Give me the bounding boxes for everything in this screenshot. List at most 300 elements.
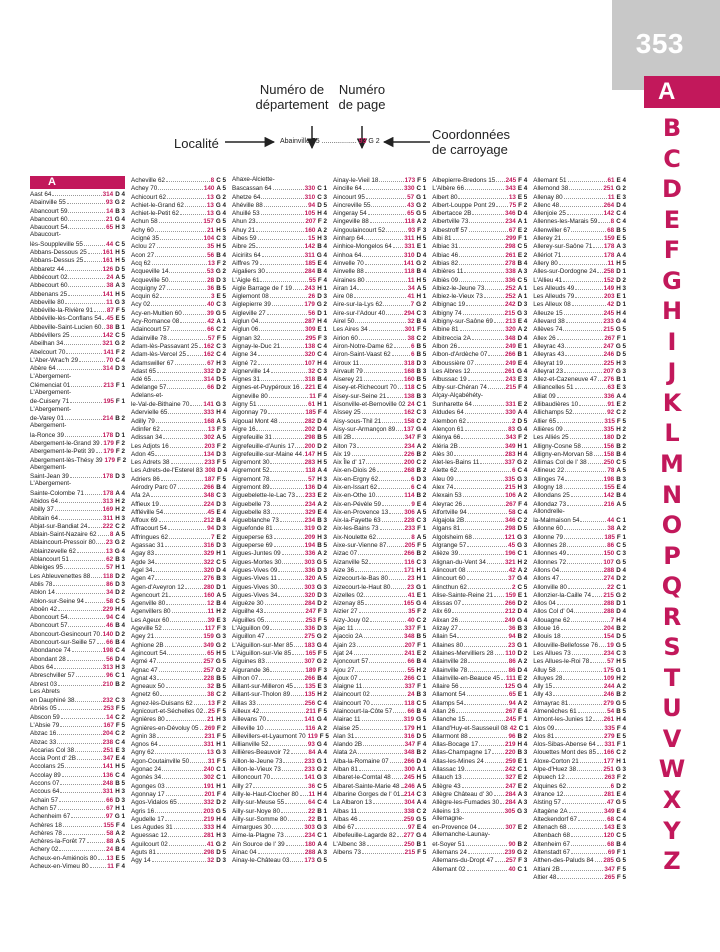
entry-locality: Adaincourt 57 bbox=[131, 326, 170, 334]
entry-locality: Les Alliés 25 bbox=[533, 434, 569, 442]
index-entry bbox=[131, 508, 226, 516]
entry-leader-dots bbox=[357, 284, 406, 290]
entry-leader-dots bbox=[175, 359, 206, 365]
alphabet-letter-v[interactable]: V bbox=[662, 724, 682, 753]
entry-leader-dots bbox=[75, 746, 102, 752]
entry-page: 13 bbox=[105, 547, 113, 555]
entry-page: 114 bbox=[404, 492, 415, 500]
entry-page: 349 bbox=[504, 442, 516, 450]
entry-grid: E 4 bbox=[517, 359, 528, 367]
alphabet-letter-k[interactable]: K bbox=[662, 388, 682, 417]
entry-page: 319 bbox=[403, 716, 415, 724]
index-entry bbox=[333, 707, 426, 715]
index-entry bbox=[131, 226, 226, 234]
entry-grid: E 4 bbox=[517, 318, 528, 326]
entry-page: 8 bbox=[610, 218, 615, 226]
entry-leader-dots bbox=[303, 450, 304, 456]
entry-page: 347 bbox=[404, 741, 416, 749]
entry-leader-dots bbox=[59, 514, 102, 520]
entry-page: 285 bbox=[603, 857, 614, 865]
index-entry bbox=[131, 616, 226, 624]
entry-page: 321 bbox=[504, 558, 516, 566]
entry-grid: C 3 bbox=[317, 193, 327, 201]
entry-locality: Aingoulaincourt 52 bbox=[333, 226, 386, 234]
entry-grid: B 4 bbox=[616, 840, 626, 848]
entry-page: 245 bbox=[505, 716, 517, 724]
entry-grid: E 1 bbox=[616, 293, 626, 301]
entry-leader-dots bbox=[256, 425, 303, 431]
entry-leader-dots bbox=[266, 267, 304, 273]
alphabet-letter-u[interactable]: U bbox=[662, 694, 682, 723]
entry-locality: Aiton 73 bbox=[333, 442, 357, 450]
entry-grid: H 4 bbox=[317, 318, 327, 326]
entry-page: 118 bbox=[404, 384, 415, 392]
alphabet-letter-f[interactable]: F bbox=[663, 236, 681, 265]
entry-leader-dots bbox=[592, 591, 602, 597]
entry-grid: C 5 bbox=[216, 177, 226, 184]
alphabet-letter-t[interactable]: T bbox=[663, 663, 681, 692]
alphabet-letter-n[interactable]: N bbox=[661, 480, 683, 509]
index-entry bbox=[30, 198, 125, 206]
alphabet-letter-h[interactable]: H bbox=[661, 297, 683, 326]
entry-leader-dots bbox=[494, 591, 504, 597]
entry-locality: Alise-Sainte-Reine 21 bbox=[432, 591, 494, 599]
entry-grid: B 4 bbox=[317, 243, 327, 251]
entry-leader-dots bbox=[468, 508, 508, 514]
entry-page: 298 bbox=[504, 243, 516, 251]
entry-leader-dots bbox=[357, 641, 404, 647]
entry-locality: Allenjoie 25 bbox=[533, 210, 566, 218]
entry-page: 331 bbox=[404, 243, 415, 251]
entry-page: 322 bbox=[203, 558, 215, 566]
entry-locality: Les Ageux 60 bbox=[131, 616, 170, 624]
index-entry bbox=[432, 865, 527, 873]
entry-leader-dots bbox=[590, 657, 606, 663]
entry-locality: Abscon 59 bbox=[30, 713, 60, 721]
entry-grid: G 5 bbox=[615, 857, 626, 865]
alphabet-letter-e[interactable]: E bbox=[663, 205, 681, 234]
entry-leader-dots bbox=[454, 450, 504, 456]
entry-page: 333 bbox=[203, 824, 215, 832]
entry-locality: Aix-en-Diois 26 bbox=[333, 467, 376, 475]
index-entry bbox=[232, 234, 327, 242]
entry-locality: Sunharette 64 bbox=[432, 401, 472, 409]
index-entry bbox=[131, 773, 226, 781]
entry-leader-dots bbox=[456, 707, 504, 713]
index-entry bbox=[333, 715, 426, 723]
entry-leader-dots bbox=[359, 674, 403, 680]
entry-page: 23 bbox=[105, 539, 113, 547]
entry-leader-dots bbox=[58, 804, 106, 810]
entry-leader-dots bbox=[87, 837, 106, 843]
entry-leader-dots bbox=[53, 580, 105, 586]
entry-locality: Alles-sur-Dordogne 24 bbox=[533, 268, 597, 276]
entry-locality: Aillon-le-Vieux 73 bbox=[232, 766, 281, 774]
index-entry bbox=[533, 217, 626, 225]
entry-grid: D 5 bbox=[517, 525, 528, 533]
index-entry bbox=[333, 309, 426, 317]
index-entry bbox=[131, 284, 226, 292]
entry-page: 346 bbox=[504, 517, 516, 525]
entry-grid: G 5 bbox=[215, 218, 226, 226]
entry-page: 136 bbox=[102, 771, 114, 779]
entry-locality: Aizanville 52 bbox=[333, 558, 369, 566]
entry-locality: Aincille 64 bbox=[333, 185, 362, 193]
entry-grid: E 1 bbox=[517, 591, 528, 599]
index-entry bbox=[232, 690, 327, 698]
entry-page: 303 bbox=[304, 583, 315, 591]
entry-leader-dots bbox=[295, 442, 303, 448]
entry-locality: Aigrefeuille-d'Aunis 17 bbox=[232, 442, 295, 450]
entry-leader-dots bbox=[597, 267, 602, 273]
entry-locality: Albarine Gorges de l' 01 bbox=[333, 790, 401, 798]
alphabet-letter-d[interactable]: D bbox=[662, 175, 682, 204]
entry-leader-dots bbox=[155, 748, 206, 754]
entry-locality: Aix-en-Pévèle 59 bbox=[333, 500, 381, 508]
entry-grid: F 5 bbox=[319, 732, 329, 740]
index-entry bbox=[533, 699, 626, 707]
entry-leader-dots bbox=[271, 773, 303, 779]
entry-page: 70 bbox=[106, 356, 114, 364]
entry-page: 245 bbox=[603, 309, 615, 317]
entry-page: 110 bbox=[505, 649, 516, 657]
entry-locality: Aiserey 21 bbox=[333, 376, 363, 384]
alphabet-letter-p[interactable]: P bbox=[663, 541, 681, 570]
entry-locality: Agneaux 50 bbox=[131, 683, 165, 691]
entry-page: 244 bbox=[603, 683, 615, 691]
index-entry bbox=[30, 630, 125, 638]
entry-leader-dots bbox=[459, 242, 504, 248]
entry-page: 42 bbox=[508, 566, 516, 574]
entry-locality: Aigurande 36 bbox=[232, 666, 270, 674]
entry-locality: Abbans-Dessus 25 bbox=[30, 257, 84, 265]
entry-page: 331 bbox=[505, 401, 516, 409]
entry-locality: Albon-d'Ardèche 07 bbox=[432, 351, 488, 359]
entry-leader-dots bbox=[458, 466, 511, 472]
entry-grid: F 2 bbox=[317, 218, 327, 226]
entry-leader-dots bbox=[357, 442, 403, 448]
index-entry bbox=[232, 765, 327, 773]
index-entry bbox=[333, 176, 426, 184]
entry-leader-dots bbox=[180, 209, 206, 215]
entry-locality: Allier 65 bbox=[533, 417, 557, 425]
entry-leader-dots bbox=[85, 597, 105, 603]
entry-grid: D 3 bbox=[216, 542, 226, 550]
entry-locality: Les Alleux 08 bbox=[533, 301, 571, 309]
entry-page: 279 bbox=[603, 699, 614, 707]
entry-leader-dots bbox=[562, 632, 603, 638]
entry-locality: Alix 69 bbox=[432, 608, 452, 616]
entry-locality: Alloue 16 bbox=[533, 625, 560, 633]
entry-page: 303 bbox=[304, 824, 315, 832]
entry-page: 177 bbox=[603, 757, 615, 765]
entry-grid: H 1 bbox=[115, 564, 125, 572]
entry-page: 258 bbox=[603, 268, 615, 276]
index-entry bbox=[131, 433, 226, 441]
entry-locality: Agon-Coutainville 50 bbox=[131, 757, 190, 765]
index-entry bbox=[432, 359, 527, 367]
index-entry bbox=[432, 823, 527, 831]
entry-locality: Les Adrets 38 bbox=[131, 459, 170, 467]
entry-page: 233 bbox=[305, 492, 316, 500]
index-entry bbox=[131, 666, 226, 674]
entry-page: 66 bbox=[407, 658, 415, 666]
index-entry bbox=[30, 613, 125, 621]
index-entry bbox=[333, 666, 426, 674]
entry-grid: C 3 bbox=[616, 649, 626, 657]
entry-page: 178 bbox=[102, 489, 114, 497]
alphabet-letter-s[interactable]: S bbox=[663, 633, 681, 662]
alphabet-active-letter[interactable]: A bbox=[644, 76, 720, 108]
entry-page: 168 bbox=[403, 367, 415, 375]
entry-leader-dots bbox=[260, 707, 304, 713]
entry-page: 65 bbox=[508, 691, 516, 699]
entry-locality: Aix-la-Fayette 63 bbox=[333, 517, 381, 525]
entry-leader-dots bbox=[355, 566, 403, 572]
entry-grid: D 3 bbox=[216, 276, 226, 284]
entry-leader-dots bbox=[59, 497, 102, 503]
index-entry bbox=[432, 408, 527, 416]
index-entry bbox=[432, 234, 527, 242]
entry-grid: C 1 bbox=[216, 766, 226, 774]
entry-page: 141 bbox=[203, 401, 214, 409]
entry-leader-dots bbox=[102, 323, 105, 329]
index-entry bbox=[432, 566, 527, 574]
entry-grid: C 4 bbox=[517, 467, 528, 475]
legend-example-name: Abainville 55 bbox=[280, 138, 320, 145]
entry-leader-dots bbox=[359, 765, 403, 771]
index-entry bbox=[232, 350, 327, 358]
entry-leader-dots bbox=[261, 375, 304, 381]
entry-leader-dots bbox=[392, 350, 410, 356]
entry-locality: Accolans 25 bbox=[30, 763, 65, 771]
entry-page: 179 bbox=[403, 724, 415, 732]
entry-leader-dots bbox=[98, 530, 109, 536]
entry-page: 336 bbox=[304, 625, 316, 633]
index-entry bbox=[30, 771, 125, 779]
index-entry bbox=[333, 690, 426, 698]
entry-leader-dots bbox=[557, 334, 604, 340]
index-entry bbox=[131, 649, 226, 657]
index-entry bbox=[30, 223, 125, 231]
entry-page: 306 bbox=[404, 508, 415, 516]
entry-page: 234 bbox=[304, 500, 316, 508]
entry-grid: A 5 bbox=[416, 782, 427, 790]
entry-page: 61 bbox=[308, 401, 316, 409]
index-entry bbox=[432, 184, 527, 192]
entry-locality: Acy-Romance 08 bbox=[131, 318, 180, 326]
entry-grid: B 5 bbox=[115, 780, 125, 788]
entry-page: 220 bbox=[504, 749, 516, 757]
entry-leader-dots bbox=[599, 641, 606, 647]
entry-page: 57 bbox=[407, 193, 415, 201]
entry-grid: C 2 bbox=[216, 691, 226, 699]
entry-page: 107 bbox=[603, 558, 614, 566]
entry-locality: Allamont 54 bbox=[432, 691, 466, 699]
index-entry bbox=[533, 425, 626, 433]
entry-leader-dots bbox=[359, 334, 407, 340]
index-entry bbox=[533, 201, 626, 209]
entry-leader-dots bbox=[267, 715, 303, 721]
index-entry bbox=[333, 574, 426, 582]
entry-locality: Allainville 28 bbox=[432, 658, 468, 666]
entry-grid: G 2 bbox=[517, 459, 528, 467]
entry-leader-dots bbox=[259, 317, 303, 323]
entry-locality: Aix-Noulette 62 bbox=[333, 533, 377, 541]
entry-locality: Abancourt 59 bbox=[30, 207, 68, 215]
entry-locality: en Dauphiné 38 bbox=[30, 697, 75, 705]
entry-locality: La Albaron 13 bbox=[333, 799, 372, 807]
entry-leader-dots bbox=[469, 732, 508, 738]
entry-leader-dots bbox=[582, 442, 603, 448]
index-entry bbox=[432, 657, 527, 665]
entry-grid: C 4 bbox=[115, 647, 125, 655]
entry-leader-dots bbox=[282, 558, 303, 564]
entry-page: 201 bbox=[204, 790, 215, 798]
entry-locality: Airaines 80 bbox=[333, 276, 365, 284]
entry-page: 265 bbox=[604, 873, 615, 881]
index-entry bbox=[333, 699, 426, 707]
entry-locality: Algrange 57 bbox=[432, 542, 467, 550]
index-entry bbox=[131, 533, 226, 541]
entry-page: 336 bbox=[603, 392, 615, 400]
entry-leader-dots bbox=[60, 787, 101, 793]
entry-grid: E 2 bbox=[416, 649, 427, 657]
alphabet-letter-r[interactable]: R bbox=[662, 602, 682, 631]
entry-page: 38 bbox=[106, 282, 114, 290]
entry-page: 13 bbox=[206, 210, 214, 218]
entry-grid: D 4 bbox=[317, 425, 327, 433]
entry-grid: G 2 bbox=[215, 641, 226, 649]
entry-grid: G 5 bbox=[215, 658, 226, 666]
alphabet-letter-c[interactable]: C bbox=[663, 144, 681, 173]
index-entry bbox=[30, 323, 125, 331]
entry-grid: G 5 bbox=[416, 716, 427, 724]
entry-page: 140 bbox=[203, 185, 215, 193]
entry-grid: E 3 bbox=[115, 746, 125, 754]
entry-page: 261 bbox=[505, 251, 516, 259]
entry-page: 337 bbox=[404, 683, 416, 691]
entry-locality: Aigrefeuille-sur-Maine 44 bbox=[232, 450, 302, 458]
alphabet-letter-z[interactable]: Z bbox=[663, 847, 681, 876]
entry-leader-dots bbox=[65, 414, 102, 420]
entry-page: 159 bbox=[604, 235, 615, 243]
entry-leader-dots bbox=[458, 342, 504, 348]
entry-locality: Allas-Bocage 17 bbox=[432, 741, 479, 749]
entry-locality: Achères-la-Forêt 77 bbox=[30, 838, 86, 846]
entry-locality: Aix-en-Provence 13 bbox=[333, 508, 389, 516]
entry-grid: C 2 bbox=[616, 749, 626, 757]
alphabet-letter-g[interactable]: G bbox=[662, 266, 682, 295]
alphabet-letter-i[interactable]: I bbox=[667, 327, 677, 356]
entry-page: 266 bbox=[403, 757, 415, 765]
entry-leader-dots bbox=[575, 284, 602, 290]
entry-page: 156 bbox=[603, 442, 615, 450]
entry-grid: G 3 bbox=[517, 542, 528, 550]
alphabet-letter-j[interactable]: J bbox=[667, 358, 677, 387]
entry-grid: D 5 bbox=[616, 633, 626, 641]
entry-locality: Aigueperse 69 bbox=[232, 542, 273, 550]
entry-grid: F 5 bbox=[216, 708, 226, 715]
entry-locality: Allonzier-la-Caille 74 bbox=[533, 591, 592, 599]
entry-grid: H 5 bbox=[216, 649, 226, 657]
entry-leader-dots bbox=[270, 292, 307, 298]
alphabet-letter-q[interactable]: Q bbox=[661, 572, 683, 601]
index-entry bbox=[533, 392, 626, 400]
entry-grid: G 1 bbox=[316, 757, 327, 765]
entry-grid: B 4 bbox=[115, 846, 125, 854]
alphabet-letter-o[interactable]: O bbox=[661, 511, 683, 540]
entry-leader-dots bbox=[283, 757, 303, 763]
alphabet-letter-m[interactable]: M bbox=[660, 450, 684, 479]
entry-leader-dots bbox=[571, 831, 603, 837]
entry-locality: Abrest 03 bbox=[30, 680, 57, 688]
index-entry bbox=[131, 699, 226, 707]
entry-leader-dots bbox=[96, 538, 104, 544]
entry-page: 316 bbox=[403, 732, 415, 740]
entry-leader-dots bbox=[463, 491, 505, 497]
entry-leader-dots bbox=[64, 339, 101, 345]
entry-locality: Allos 04 bbox=[533, 600, 556, 608]
index-entry bbox=[333, 251, 426, 259]
entry-locality: Bascassan 64 bbox=[232, 185, 272, 193]
entry-page: 298 bbox=[203, 849, 215, 857]
alphabet-letter-y[interactable]: Y bbox=[663, 816, 681, 845]
entry-locality: Agel 34 bbox=[131, 566, 153, 574]
entry-locality: Ajou 27 bbox=[333, 666, 355, 674]
entry-leader-dots bbox=[465, 408, 504, 414]
entry-page: 336 bbox=[504, 276, 516, 284]
entry-page: 238 bbox=[102, 738, 114, 746]
index-entry bbox=[131, 267, 226, 275]
entry-leader-dots bbox=[386, 226, 407, 232]
entry-page: 63 bbox=[607, 384, 615, 392]
alphabet-letter-l[interactable]: L bbox=[664, 419, 680, 448]
entry-leader-dots bbox=[155, 558, 202, 564]
entry-grid: H 4 bbox=[517, 450, 528, 458]
entry-locality: Ageville 52 bbox=[131, 625, 162, 633]
entry-page: 66 bbox=[207, 384, 215, 392]
entry-leader-dots bbox=[467, 417, 511, 423]
entry-locality: Alissas 07 bbox=[432, 600, 461, 608]
entry-locality: Abbéville-la-Rivière 91 bbox=[30, 307, 93, 315]
entry-grid: A 2 bbox=[616, 683, 626, 691]
entry-grid: C 4 bbox=[115, 614, 125, 622]
entry-page: 111 bbox=[506, 674, 516, 682]
entry-leader-dots bbox=[480, 458, 503, 464]
legend-page-label: Numéro de page bbox=[338, 82, 386, 112]
entry-page: 212 bbox=[203, 517, 215, 525]
alphabet-letter-b[interactable]: B bbox=[662, 114, 682, 142]
index-entry bbox=[30, 721, 125, 729]
entry-leader-dots bbox=[157, 674, 202, 680]
entry-page: 93 bbox=[408, 226, 416, 234]
entry-leader-dots bbox=[455, 475, 504, 481]
alphabet-letter-w[interactable]: W bbox=[658, 755, 686, 784]
index-entry bbox=[432, 807, 527, 815]
entry-locality: Abbaretz 44 bbox=[30, 265, 64, 273]
index-entry bbox=[333, 475, 426, 483]
entry-page: 64 bbox=[308, 799, 316, 807]
index-entry bbox=[30, 489, 125, 497]
entry-locality: Accia Pont d' 2B bbox=[30, 755, 77, 763]
entry-leader-dots bbox=[164, 508, 206, 514]
alphabet-letter-x[interactable]: X bbox=[662, 786, 682, 815]
entry-grid: A 4 bbox=[317, 749, 327, 757]
entry-locality: Albignac 19 bbox=[432, 301, 466, 309]
entry-page: 6 bbox=[410, 483, 415, 491]
entry-grid: C 4 bbox=[517, 508, 528, 516]
